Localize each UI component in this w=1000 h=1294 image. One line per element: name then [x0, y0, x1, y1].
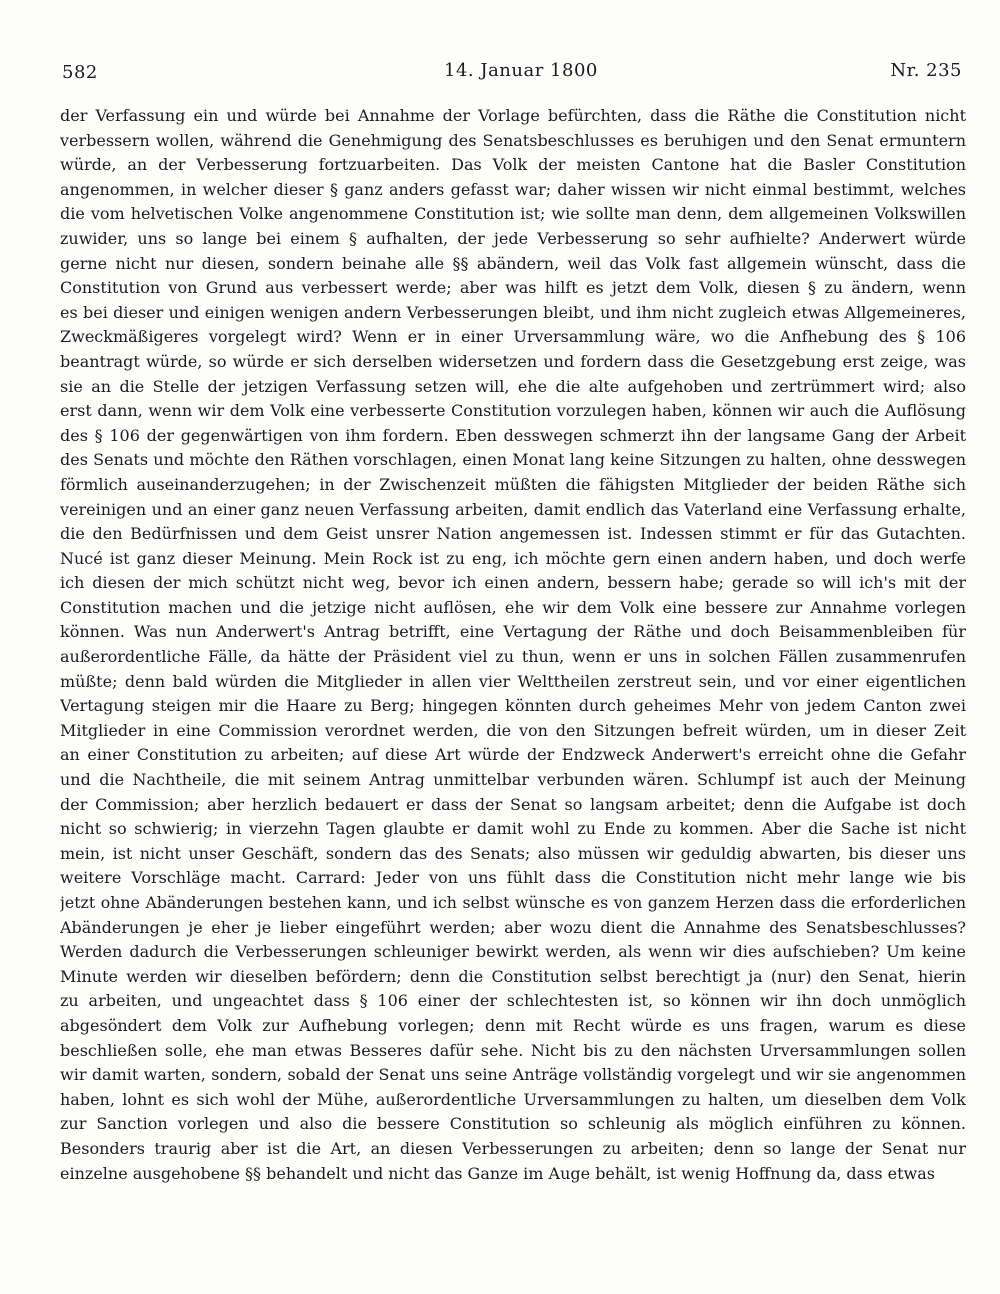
text-line: wir damit warten, sondern, sobald der Senat uns seine Anträge vollständig vorgelegt und wir sie angenommen — [60, 1065, 966, 1085]
text-line: des § 106 der gegenwärtigen von ihm fordern. Eben desswegen schmerzt ihn der langsame Gang der Arbeit — [60, 425, 966, 445]
text-line: jetzt ohne Abänderungen bestehen kann, und ich selbst wünsche es von ganzem Herzen dass die erforderlichen — [60, 893, 966, 912]
text-line: an einer Constitution zu arbeiten; auf diese Art würde der Endzweck Anderwert's erreicht ohne die Gefahr — [60, 745, 966, 765]
body-text — [60, 104, 966, 1186]
text-line: vereinigen und an einer ganz neuen Verfassung arbeiten, damit endlich das Vaterland eine Verfassung erhalte, — [60, 499, 966, 519]
text-line: angenommen, in welcher dieser § ganz anders gefasst war; daher wissen wir nicht einmal bestimmt, welches — [60, 179, 966, 199]
text-line: förmlich auseinanderzugehen; in der Zwischenzeit müßten die fähigsten Mitglieder der beiden Räthe sich — [60, 474, 966, 494]
text-line: würde, an der Verbesserung fortzuarbeiten. Das Volk der meisten Cantone hat die Basler Constitution — [60, 155, 966, 175]
text-line: und die Nachtheile, die mit seinem Antrag unmittelbar verbunden wären. Schlumpf ist auch der Meinung — [60, 770, 966, 790]
text-line: Werden dadurch die Verbesserungen schleuniger bewirkt werden, als wenn wir dies aufschieben? Um keine — [60, 942, 966, 962]
text-line: abgesöndert dem Volk zur Aufhebung vorlegen; denn mit Recht würde es uns fragen, warum es diese — [60, 1015, 966, 1035]
text-line: beantragt würde, so würde er sich derselben widersetzen und fordern dass die Gesetzgebung erst zeige, was — [60, 351, 966, 371]
text-line: müßte; denn bald würden die Mitglieder in allen vier Welttheilen zerstreut sein, und vor einer eigentlichen — [60, 671, 966, 691]
page-date: 14. Januar 1800 — [444, 60, 598, 81]
text-line: die vom helvetischen Volke angenommene Constitution ist; wie sollte man denn, dem allgemeinen Volkswillen — [60, 204, 966, 224]
document-number: Nr. 235 — [890, 60, 962, 81]
text-line: Mitglieder in eine Commission verordnet werden, die von den Sitzungen befreit würden, um in dieser Zeit — [60, 720, 966, 740]
text-line: Abänderungen je eher je lieber eingeführt werden; aber wozu dient die Annahme des Senatsbeschlusses? — [60, 917, 966, 937]
text-line: Minute werden wir dieselben befördern; denn die Constitution selbst berechtigt ja (nur) den Senat, hierin — [60, 966, 966, 986]
text-line: verbessern wollen, während die Genehmigung des Senatsbeschlusses es beruhigen und den Senat ermuntern — [60, 130, 966, 150]
text-line: Nucé ist ganz dieser Meinung. Mein Rock ist zu eng, ich möchte gern einen andern haben, und doch werfe — [60, 548, 966, 568]
text-line: Zweckmäßigeres vorgelegt wird? Wenn er in einer Urversammlung wäre, wo die Anfhebung des § 106 — [60, 327, 966, 347]
text-line: nicht so schwierig; in vierzehn Tagen glaubte er damit wohl zu Ende zu kommen. Aber die Sache ist nicht — [60, 819, 966, 839]
text-line: zur Sanction vorlegen und also die bessere Constitution so schleunig als möglich einführen zu können. — [60, 1114, 966, 1134]
text-line: der Commission; aber herzlich bedauert er dass der Senat so langsam arbeitet; denn die Aufgabe ist doch — [60, 794, 966, 814]
page-number: 582 — [62, 62, 98, 83]
text-line: beschließen solle, ehe man etwas Besseres dafür sehe. Nicht bis zu den nächsten Urversammlungen sollen — [60, 1040, 966, 1060]
text-line: weitere Vorschläge macht. Carrard: Jeder von uns fühlt dass die Constitution nicht mehr lange wie bis — [60, 868, 966, 888]
text-line: ich diesen der mich schützt nicht weg, bevor ich einen andern, bessern habe; gerade so will ich's mit der — [60, 573, 966, 593]
text-line: zuwider, uns so lange bei einem § aufhalten, der jede Verbesserung so sehr aufhielte? Anderwert würde — [60, 228, 966, 248]
text-line: es bei dieser und einigen wenigen andern Verbesserungen bleibt, und ihm nicht zugleich etwas Allgemeineres, — [60, 302, 966, 322]
text-line: können. Was nun Anderwert's Antrag betrifft, eine Vertagung der Räthe und doch Beisammenbleiben für — [60, 622, 966, 642]
text-line: mein, ist nicht unser Geschäft, sondern das des Senats; also müssen wir geduldig abwarten, bis dieser uns — [60, 843, 966, 863]
text-line: sie an die Stelle der jetzigen Verfassung setzen will, ehe die alte aufgehoben und zertrümmert wird; also — [60, 376, 966, 396]
text-line: der Verfassung ein und würde bei Annahme der Vorlage befürchten, dass die Räthe die Constitution nicht — [60, 106, 966, 125]
text-line: einzelne ausgehobene §§ behandelt und nicht das Ganze im Auge behält, ist wenig Hoffnung da, dass etwas — [60, 1163, 935, 1183]
running-header — [62, 62, 962, 90]
text-line: Constitution machen und die jetzige nicht auflösen, ehe wir dem Volk eine bessere zur Annahme vorlegen — [60, 597, 966, 617]
text-line: Besonders traurig aber ist die Art, an diesen Verbesserungen zu arbeiten; denn so lange der Senat nur — [60, 1138, 966, 1158]
text-line: zu arbeiten, und ungeachtet dass § 106 einer der schlechtesten ist, so können wir ihn doch unmöglich — [60, 991, 966, 1011]
text-line: außerordentliche Fälle, da hätte der Präsident viel zu thun, wenn er uns in solchen Fällen zusammenrufen — [60, 647, 966, 667]
text-line: haben, lohnt es sich wohl der Mühe, außerordentliche Urversammlungen zu halten, um dieselben dem Volk — [60, 1089, 966, 1109]
text-line: gerne nicht nur diesen, sondern beinahe alle §§ abändern, weil das Volk fast allgemein wünscht, dass die — [60, 253, 966, 273]
text-line: erst dann, wenn wir dem Volk eine verbesserte Constitution vorzulegen haben, können wir auch die Auflösung — [60, 401, 966, 421]
text-line: Vertagung steigen mir die Haare zu Berg; hingegen könnten durch geheimes Mehr von jedem Canton zwei — [60, 696, 966, 716]
text-line: des Senats und möchte den Räthen vorschlagen, einen Monat lang keine Sitzungen zu halten, ohne desswegen — [60, 450, 966, 470]
text-line: die den Bedürfnissen und dem Geist unsrer Nation angemessen ist. Indessen stimmt er für das Gutachten. — [60, 524, 966, 544]
text-line: Constitution von Grund aus verbessert werde; aber was hilft es jetzt dem Volk, diesen § zu ändern, wenn — [60, 278, 966, 298]
